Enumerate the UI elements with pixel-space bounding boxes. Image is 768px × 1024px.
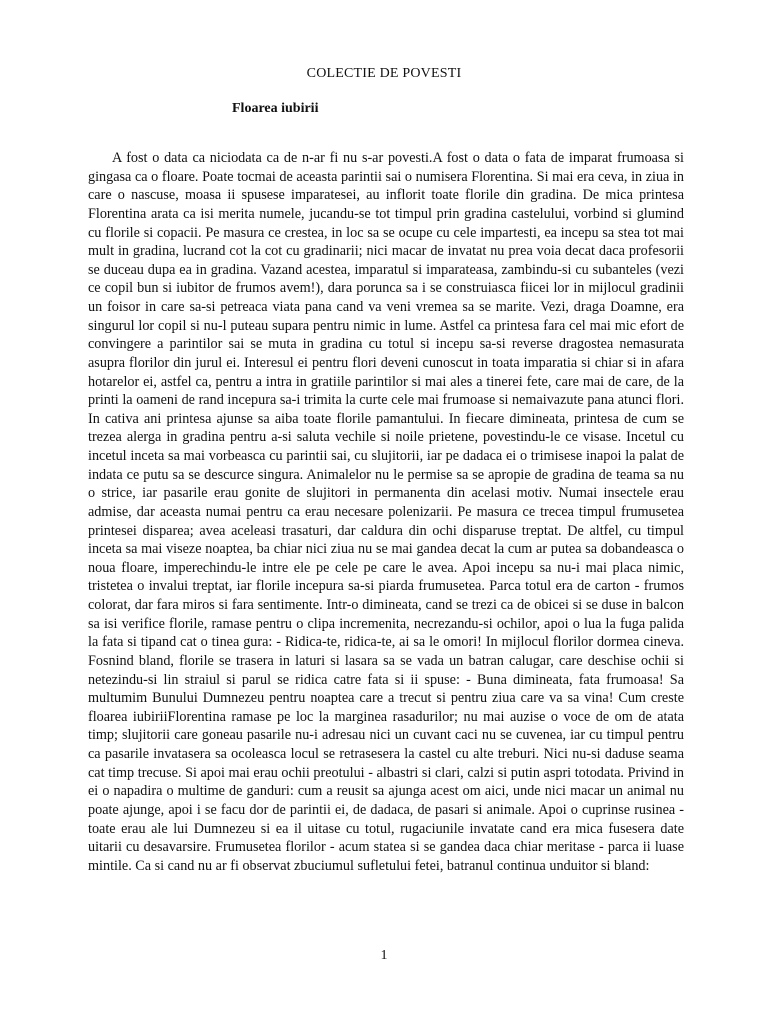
document-title: COLECTIE DE POVESTI xyxy=(306,66,462,81)
story-title: Floarea iubirii xyxy=(232,101,319,116)
story-paragraph: A fost o data ca niciodata ca de n-ar fi nu s-ar povesti.A fost o data o fata de imparat frumoasa si gingasa ca o floare. Poate tocmai de aceasta parintii sai o numisera Florentina. Si mai era ceva, in ziua in care o nascuse, moasa ii spusese imparatesei, au inflorit toate florile din gradina. De mica printesa Florentina arata ca isi merita numele, jucandu-se tot timpul prin gradina castelului, vorbind si glumind cu florile si copacii. Pe masura ce crestea, in loc sa se ocupe cu cele impartesti, ea incepu sa stea tot mai mult in gradina, lucrand cot la cot cu gradinarii; nici macar de invatat nu prea voia decat daca profesorii se duceau dupa ea in gradina. Vazand acestea, imparatul si imparateasa, zambindu-si cu subanteles (vezi ce copil bun si iubitor de frumos avem!), dara porunca sa i se construiasca fiicei lor in mijlocul gradinii un foisor in care sa-si petreaca viata pana cand va veni vremea sa se marite. Vezi, draga Doamne, era singurul lor copil si nu-l puteau supara pentru nimic in lume. Astfel ca printesa fara cel mai mic efort de convingere a parintilor sai se muta in gradina cu totul si incepu sa-si reverse dragostea nemasurata asupra florilor din jurul ei. Interesul ei pentru flori deveni cunoscut in toata imparatia si chiar si in afara hotarelor ei, astfel ca, pentru a intra in gratiile parintilor si mai ales a tinerei fete, care mai de care, de la printi la oameni de rand incepura sa-i trimita la curte cele mai frumoase si nemaivazute pana atunci flori. In cativa ani printesa ajunse sa aiba toate florile pamantului. In fiecare dimineata, printesa de cum se trezea alerga in gradina pentru a-si saluta vechile si noile prietene, povestindu-le ce visase. Incetul cu incetul inceta sa mai vorbeasca cu parintii sai, cu slujitorii, iar pe dadaca ei o trimisese inapoi la palat de indata ce putu sa se descurce singura. Animalelor nu le permise sa se apropie de gradina de teama sa nu o strice, iar pasarile erau gonite de slujitori in permanenta din acelasi motiv. Numai insectele erau admise, dar aceasta numai pentru ca erau necesare polenizarii. Pe masura ce trecea timpul frumusetea printesei disparea; avea aceleasi trasaturi, dar caldura din ochi disparuse treptat. De altfel, cu timpul inceta sa mai viseze noaptea, ba chiar nici ziua nu se mai gandea decat la cum ar putea sa dobandeasca o noua floare, imperechindu-le intre ele pe cele pe care le avea. Apoi incepu sa nu-i mai placa nimic, tristetea o invalui treptat, iar florile incepura sa-si piarda frumusetea. Parca totul era de carton - frumos colorat, dar fara miros si fara sentimente. Intr-o dimineata, cand se trezi ca de obicei si se duse in balcon sa isi verifice florile, ramase pentru o clipa incremenita, necrezandu-si ochilor, apoi o lua la fuga palida la fata si tipand cat o tinea gura: - Ridica-te, ridica-te, ai sa le omori! In mijlocul florilor dormea cineva. Fosnind bland, florile se trasera in laturi si lasara sa se vada un batran calugar, care deschise ochii si netezindu-si lin straiul si parul se ridica catre fata si ii spuse: - Buna dimineata, fata frumoasa! Sa multumim Bunului Dumnezeu pentru noaptea care a trecut si pentru ziua care va sa vina! Cum creste floarea iubiriiFlorentina ramase pe loc la marginea rasadurilor; nu mai auzise o voce de om de atata timp; slujitorii care goneau pasarile nu-i adresau nici un cuvant caci nu se cuvenea, iar cu timpul pentru ca pasarile invatasera sa ocoleasca locul se retrasesera la castel cu alte treburi. Nici nu-si daduse seama cat timp trecuse. Si apoi mai erau ochii preotului - albastri si clari, calzi si putin aspri totodata. Privind in ei o napadira o multime de ganduri: cum a reusit sa ajunga acest om aici, unde nici macar un animal nu poate ajunge, apoi i se facu dor de parintii ei, de dadaca, de pasari si animale. Apoi o cuprinse rusinea - toate erau ale lui Dumnezeu si ea il uitase cu totul, rugaciunile invatate cand era mica fusesera date uitarii cu desavarsire. Frumusetea florilor - acum statea si se gandea daca chiar meritase - parca ii luase mintile. Ca si cand nu ar fi observat zbuciumul sufletului fetei, batranul continua unduitor si bland: xyxy=(88,150,684,874)
page-number: 1 xyxy=(380,948,388,963)
